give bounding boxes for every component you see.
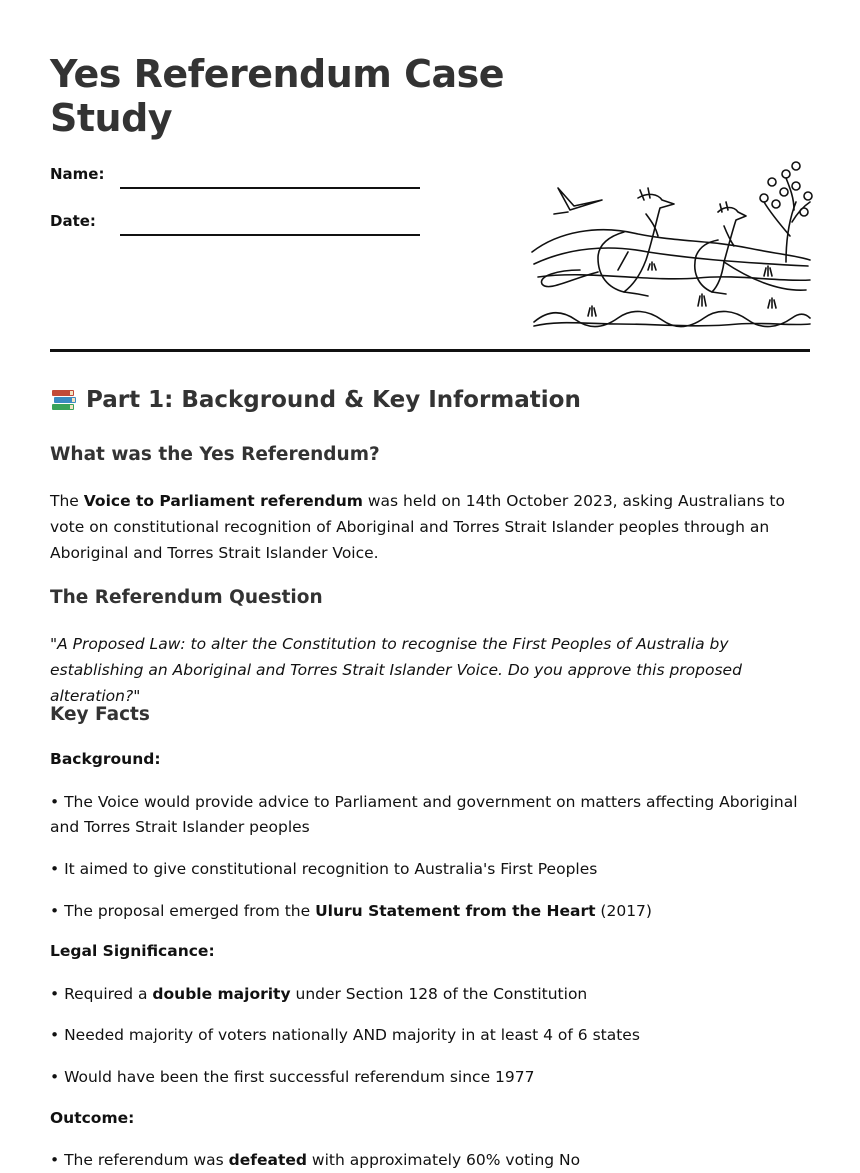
heading-referendum-question: The Referendum Question (50, 587, 323, 608)
referendum-question-quote: "A Proposed Law: to alter the Constitution to recognise the First Peoples of Australia by establishing an Aboriginal and Torres Strait Islander Voice. Do you approve this proposed alteration?" (50, 635, 742, 705)
name-write-line[interactable] (120, 187, 420, 189)
name-field (50, 162, 420, 192)
kangaroos-landscape-illustration (528, 152, 813, 332)
section-title-part1 (50, 386, 581, 414)
heading-what-was: What was the Yes Referendum? (50, 444, 380, 465)
name-label: Name: (50, 165, 105, 183)
list-item: • The referendum was defeated with approximately 60% voting No (50, 1151, 581, 1169)
list-item: • Needed majority of voters nationally AND majority in at least 4 of 6 states (50, 1026, 640, 1044)
page-title: Yes Referendum Case Study (50, 52, 505, 140)
list-item: • The Voice would provide advice to Parliament and government on matters affecting Aboriginal and Torres Strait Islander peoples (50, 793, 798, 836)
header-divider (50, 349, 810, 352)
date-write-line[interactable] (120, 234, 420, 236)
label-legal-significance: Legal Significance: (50, 942, 215, 960)
date-label: Date: (50, 212, 96, 230)
list-item: • The proposal emerged from the Uluru Statement from the Heart (2017) (50, 902, 652, 920)
list-item: • Required a double majority under Section 128 of the Constitution (50, 985, 588, 1003)
heading-key-facts: Key Facts (50, 704, 150, 725)
paragraph-what-was: The Voice to Parliament referendum was held on 14th October 2023, asking Australians to vote on constitutional recognition of Aboriginal and Torres Strait Islander peoples through an Aboriginal and Torres Strait Islander Voice. (50, 492, 785, 562)
books-icon (50, 386, 78, 414)
label-outcome: Outcome: (50, 1109, 135, 1127)
bold-voice-referendum: Voice to Parliament referendum (83, 492, 363, 510)
date-field (50, 209, 420, 239)
list-item: • It aimed to give constitutional recognition to Australia's First Peoples (50, 860, 598, 878)
section-title-text: Part 1: Background & Key Information (86, 387, 581, 413)
list-item: • Would have been the first successful referendum since 1977 (50, 1068, 535, 1086)
label-background: Background: (50, 750, 161, 768)
